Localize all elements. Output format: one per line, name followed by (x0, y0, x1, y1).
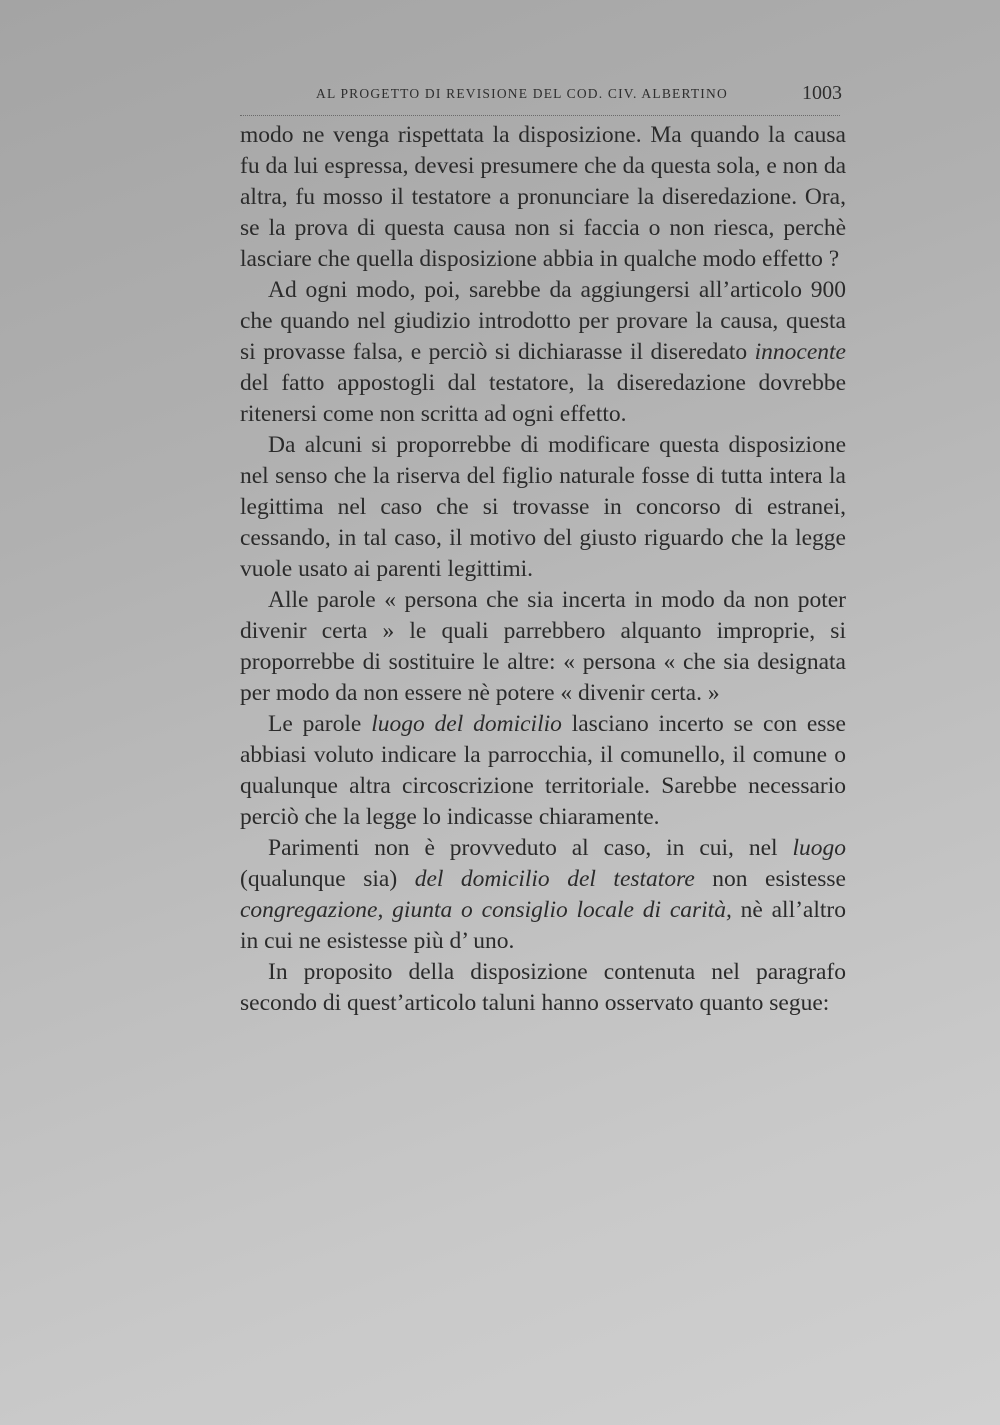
paragraph (240, 120, 846, 275)
text-run: In proposito della disposizione contenuta nel paragrafo secondo di quest’articolo taluni hanno osservato quanto segue: (240, 959, 846, 1016)
text-run: Le parole (268, 711, 372, 737)
running-title: AL PROGETTO DI REVISIONE DEL COD. CIV. ALBERTINO (316, 86, 728, 101)
text-run: modo ne venga rispettata la disposizione. Ma quando la causa fu da lui espressa, devesi presumere che da questa sola, e non da altra, fu mosso il testatore a pronunciare la diseredazione. Ora, se la prova di questa causa non si faccia o non riesca, perchè lasciare che quella disposizione abbia in qualche modo effetto ? (240, 122, 846, 272)
header-rule (240, 115, 840, 116)
italic-phrase: innocente (754, 339, 846, 365)
page-number: 1003 (802, 82, 842, 104)
paragraph (240, 709, 846, 833)
italic-phrase: luogo (792, 835, 846, 861)
paragraph (240, 275, 846, 430)
paragraph (240, 430, 846, 585)
paragraph (240, 585, 846, 709)
italic-phrase: del domicilio del testatore (414, 866, 695, 892)
text-run: Parimenti non è provveduto al caso, in cui, nel (268, 835, 793, 861)
text-run: lasciano incerto se con esse abbiasi voluto indicare la parrocchia, il comunello, il comune o qualunque altra circoscrizione territoriale. Sarebbe necessario perciò che la legge lo indicasse chiaramente. (240, 711, 846, 830)
text-run: Alle parole « persona che sia incerta in modo da non poter divenir certa » le quali parrebbero alquanto improprie, si proporrebbe di sostituire le altre: « persona « che sia designata per modo da non essere nè potere « divenir certa. » (240, 587, 846, 706)
paragraph (240, 833, 846, 957)
text-run: nè all’altro in cui ne esistesse più d’ uno. (240, 897, 847, 954)
text-run: Ad ogni modo, poi, sarebbe da aggiungersi all’articolo 900 che quando nel giudizio introdotto per provare la causa, questa si provasse falsa, e perciò si dichiarasse il diseredato (240, 277, 846, 365)
text-run: Da alcuni si proporrebbe di modificare questa disposizione nel senso che la riserva del figlio naturale fosse di tutta intera la legittima nel caso che si trovasse in concorso di estranei, cessando, in tal caso, il motivo del giusto riguardo che la legge vuole usato ai parenti legittimi. (240, 432, 846, 582)
body-text (240, 120, 846, 1019)
paragraph (240, 957, 846, 1019)
italic-phrase: congregazione, giunta o consiglio locale di carità, (240, 897, 732, 923)
text-run: del fatto appostogli dal testatore, la diseredazione dovrebbe ritenersi come non scritta ad ogni effetto. (240, 370, 846, 427)
text-run: non esistesse (694, 866, 846, 892)
running-head (316, 82, 846, 110)
text-run: (qualunque sia) (240, 866, 415, 892)
italic-phrase: luogo del domicilio (371, 711, 562, 737)
